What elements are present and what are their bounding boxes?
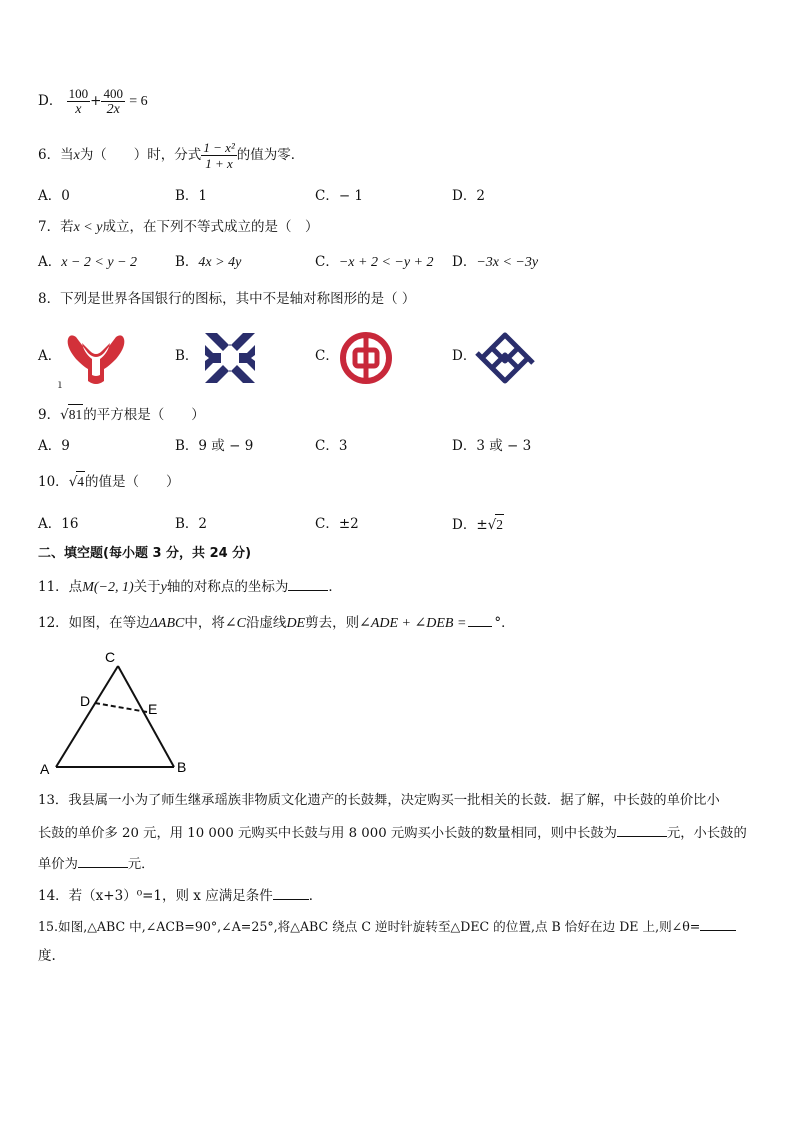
question-6 [38, 140, 304, 171]
q10-suffix: 的值是（ ） [85, 474, 180, 490]
sqrt-icon: √ [60, 407, 69, 423]
question-13-line-2 [38, 822, 747, 844]
q6-fraction [201, 140, 236, 171]
q11-point: M(−2, 1) [82, 580, 134, 595]
q7-condition: x < y [73, 220, 103, 235]
option-expr: −x + 2 < −y + 2 [338, 255, 434, 270]
question-10 [38, 471, 180, 492]
q13-text: 长鼓的单价多 20 元，用 10 000 元购买中长鼓与用 8 000 元购买小长鼓的数量相同，则中长鼓为 [38, 826, 617, 841]
answer-blank[interactable] [288, 576, 328, 591]
label-a: A [40, 761, 50, 777]
question-9 [38, 404, 205, 425]
q6-prefix: 6．当 [38, 147, 74, 163]
q6-option-d: D．2 [452, 188, 485, 204]
q6-option-a: A．0 [38, 188, 70, 204]
option-expr: x − 2 < y − 2 [61, 255, 138, 270]
q9-prefix: 9． [38, 407, 61, 423]
option-expr: 4x > 4y [198, 255, 242, 270]
q11-axis: y [160, 580, 167, 595]
q11-prefix: 11．点 [38, 579, 83, 595]
q15-text: 15.如图,△ABC 中,∠ACB=90°,∠A=25°,将△ABC 绕点 C 逆时针旋转至△DEC 的位置,点 B 恰好在边 DE 上,则∠θ= [38, 919, 701, 934]
fraction-1 [67, 86, 91, 117]
q14-end: ． [308, 888, 323, 904]
q6-var: x [73, 148, 80, 163]
q12-mid1: 中，将 [184, 615, 225, 631]
q7-suffix: 成立，在下列不等式成立的是（ ） [102, 219, 319, 235]
q8-label-b: B． [175, 348, 199, 364]
q6-suffix: 的值为零． [236, 147, 305, 163]
question-11 [38, 576, 342, 598]
q13-text: 元，小长鼓的 [666, 826, 747, 841]
q9-option-b: B．9 或 − 9 [175, 438, 254, 454]
option-label: D． [452, 254, 477, 270]
denominator: 1 + x [205, 156, 233, 171]
question-15-line-2: 度. [38, 948, 56, 964]
q8-label-a: A． [38, 348, 62, 364]
q11-end: ． [328, 579, 342, 595]
option-label: D．± [452, 517, 488, 533]
q7-option-d [452, 252, 538, 273]
plus-sign: + [90, 93, 102, 109]
answer-blank[interactable] [468, 612, 492, 627]
q7-prefix: 7．若 [38, 219, 74, 235]
q6-option-c: C．− 1 [315, 188, 364, 204]
option-label: A． [38, 254, 62, 270]
option-radicand: 2 [495, 514, 504, 535]
q12-segment: DE [286, 616, 306, 631]
q13-text: 元． [127, 857, 155, 872]
numerator: 100 [68, 86, 89, 101]
equals: = 6 [129, 94, 148, 109]
q6-option-b: B．1 [175, 188, 208, 204]
triangle-figure [38, 646, 198, 778]
answer-blank[interactable] [78, 853, 128, 868]
section-heading: 二、填空题(每小题 3 分，共 24 分) [38, 546, 252, 561]
q7-option-b [175, 252, 241, 273]
sqrt-icon: √ [487, 517, 497, 533]
q9-option-d: D．3 或 − 3 [452, 438, 532, 454]
sqrt-icon: √ [68, 474, 78, 490]
answer-blank[interactable] [700, 916, 736, 931]
bank-logo-c-icon [338, 330, 394, 386]
q8-label-d: D． [452, 348, 477, 364]
q14-text: 14．若（x+3）⁰=1，则 x 应满足条件 [38, 888, 273, 904]
q10-option-c: C．±2 [315, 516, 359, 532]
label-c: C [105, 649, 116, 665]
q13-text: 单价为 [38, 857, 78, 872]
bank-logo-a-icon [64, 331, 128, 387]
question-8: 8．下列是世界各国银行的图标，其中不是轴对称图形的是（ ） [38, 291, 416, 307]
q7-option-a [38, 252, 137, 273]
stray-mark: ı [58, 377, 62, 391]
answer-blank[interactable] [273, 885, 309, 900]
q9-option-a: A．9 [38, 438, 70, 454]
q7-option-c [315, 252, 434, 273]
numerator: 400 [103, 86, 123, 101]
q10-option-a: A．16 [38, 516, 79, 532]
fraction-2 [101, 86, 125, 117]
question-13-line-1: 13．我县属一小为了师生继承瑶族非物质文化遗产的长鼓舞，决定购买一批相关的长鼓．据了解，中长鼓的单价比小 [38, 793, 720, 808]
q9-suffix: 的平方根是（ ） [83, 407, 205, 423]
question-13-line-3 [38, 853, 154, 875]
q12-angle: ∠C [224, 616, 246, 631]
option-label: B． [175, 254, 199, 270]
q10-option-b: B．2 [175, 516, 208, 532]
q10-prefix: 10． [38, 474, 69, 490]
q10-radicand: 4 [76, 471, 85, 492]
q10-option-d [452, 514, 504, 535]
q12-expression: ∠ADE + ∠DEB = [359, 616, 467, 631]
denominator: x [75, 102, 82, 117]
label-d: D [80, 693, 91, 709]
q12-mid3: 剪去，则 [305, 615, 360, 631]
bank-logo-d-icon [474, 331, 536, 385]
q12-end: °． [494, 615, 515, 631]
question-14 [38, 885, 322, 906]
q8-label-c: C． [315, 348, 339, 364]
q9-radicand: 81 [68, 404, 84, 425]
option-label: C． [315, 254, 339, 270]
q12-prefix: 12．如图，在等边 [38, 615, 150, 631]
answer-blank[interactable] [617, 822, 667, 837]
q6-mid: 为（ ）时，分式 [79, 147, 202, 163]
bank-logo-b-icon [203, 331, 257, 385]
q11-mid: 关于 [133, 579, 161, 595]
numerator: 1 − x² [203, 140, 235, 155]
q12-triangle: ΔABC [149, 616, 185, 631]
option-label: D． [38, 93, 63, 109]
question-12 [38, 612, 515, 634]
q12-mid2: 沿虚线 [245, 615, 287, 631]
label-b: B [177, 759, 187, 775]
denominator: 2x [106, 102, 120, 117]
question-15-line-1 [38, 916, 736, 937]
q11-suffix: 轴的对称点的坐标为 [166, 579, 289, 595]
q5-option-d [38, 86, 148, 117]
label-e: E [148, 701, 158, 717]
q9-option-c: C．3 [315, 438, 348, 454]
question-7 [38, 217, 318, 238]
option-expr: −3x < −3y [476, 255, 539, 270]
